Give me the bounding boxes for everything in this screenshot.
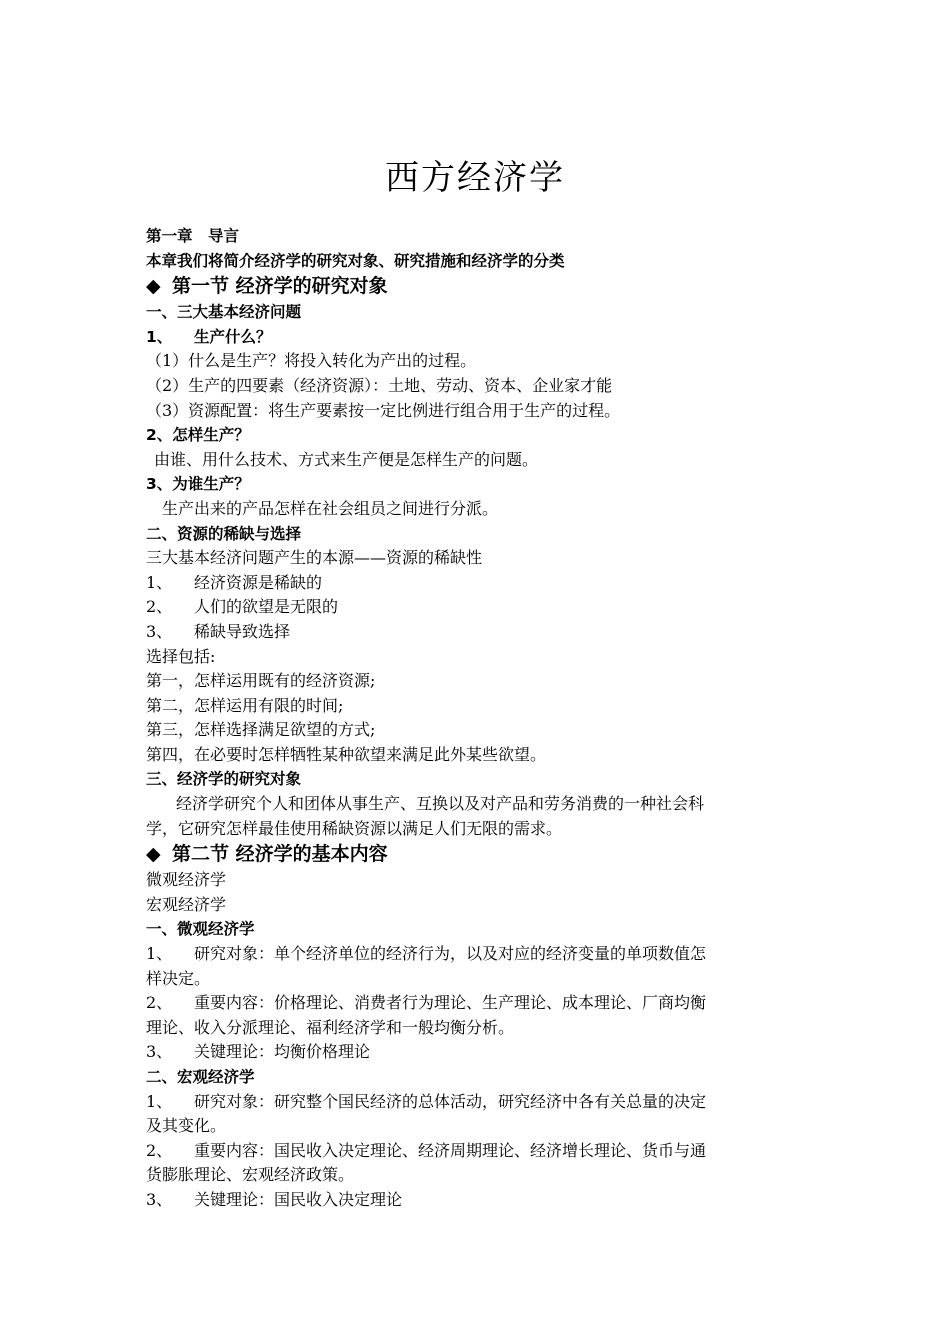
macro-heading: 二、宏观经济学: [146, 1068, 255, 1086]
diamond-bullet-icon: ◆: [146, 843, 161, 866]
q1-item-2: （2）生产的四要素（经济资源）：土地、劳动、资本、企业家才能: [146, 375, 613, 395]
micro-item-3: 3、 关键理论：均衡价格理论: [146, 1042, 371, 1062]
section-1-title: 第一节 经济学的研究对象: [172, 275, 388, 298]
micro-item-1-line-2: 样决定。: [146, 968, 211, 988]
q1-item-1: （1）什么是生产？将投入转化为产出的过程。: [146, 351, 477, 371]
chapter-heading: 第一章 导言: [146, 227, 240, 245]
macro-item-1-line-2: 及其变化。: [146, 1116, 227, 1136]
macro-item-3: 3、 关键理论：国民收入决定理论: [146, 1189, 403, 1209]
part-2-heading: 二、资源的稀缺与选择: [146, 524, 302, 543]
document-title: 西方经济学: [385, 158, 565, 198]
q3-text: 生产出来的产品怎样在社会组员之间进行分派。: [162, 498, 499, 518]
question-2: 2、怎样生产？: [146, 426, 250, 445]
scarcity-item-2: 2、 人们的欲望是无限的: [146, 597, 339, 617]
section-2-title: 第二节 经济学的基本内容: [172, 843, 388, 866]
choice-lead: 选择包括:: [146, 646, 216, 666]
branch-macro: 宏观经济学: [146, 894, 227, 914]
branch-micro: 微观经济学: [146, 870, 227, 890]
document-body: [146, 224, 808, 1213]
micro-heading: 一、微观经济学: [146, 920, 255, 939]
section-1-heading: [146, 273, 808, 300]
q1-item-3: （3）资源配置：将生产要素按一定比例进行组合用于生产的过程。: [146, 400, 621, 420]
section-2-heading: [146, 841, 808, 868]
micro-item-1-line-1: 1、 研究对象：单个经济单位的经济行为，以及对应的经济变量的单项数值怎: [146, 944, 707, 964]
macro-item-2-line-2: 货膨胀理论、宏观经济政策。: [146, 1165, 355, 1185]
micro-item-2-line-2: 理论、收入分派理论、福利经济学和一般均衡分析。: [146, 1017, 515, 1037]
part-3-heading: 三、经济学的研究对象: [146, 770, 302, 789]
scarcity-item-1: 1、 经济资源是稀缺的: [146, 572, 323, 592]
choice-1: 第一，怎样运用既有的经济资源;: [146, 671, 376, 691]
question-1: 1、 生产什么？: [146, 327, 272, 346]
q2-text: 由谁、用什么技术、方式来生产便是怎样生产的问题。: [154, 449, 539, 469]
part-3-para-line-1: 经济学研究个人和团体从事生产、互换以及对产品和劳务消费的一种社会科: [176, 794, 705, 814]
macro-item-2-line-1: 2、 重要内容：国民收入决定理论、经济周期理论、经济增长理论、货币与通: [146, 1140, 707, 1160]
macro-item-1-line-1: 1、 研究对象：研究整个国民经济的总体活动，研究经济中各有关总量的决定: [146, 1091, 707, 1111]
choice-2: 第二，怎样运用有限的时间;: [146, 695, 344, 715]
part-1-heading: 一、三大基本经济问题: [146, 303, 302, 322]
part-3-para-line-2: 学，它研究怎样最佳使用稀缺资源以满足人们无限的需求。: [146, 818, 563, 838]
question-3: 3、为谁生产？: [146, 475, 250, 494]
micro-item-2-line-1: 2、 重要内容：价格理论、消费者行为理论、生产理论、成本理论、厂商均衡: [146, 993, 707, 1013]
diamond-bullet-icon: ◆: [146, 275, 161, 298]
choice-3: 第三，怎样选择满足欲望的方式;: [146, 720, 376, 740]
choice-4: 第四，在必要时怎样牺牲某种欲望来满足此外某些欲望。: [146, 744, 547, 764]
chapter-intro: 本章我们将简介经济学的研究对象、研究措施和经济学的分类: [146, 251, 565, 270]
scarcity-item-3: 3、 稀缺导致选择: [146, 621, 291, 641]
part-2-lead: 三大基本经济问题产生的本源——资源的稀缺性: [146, 548, 483, 568]
